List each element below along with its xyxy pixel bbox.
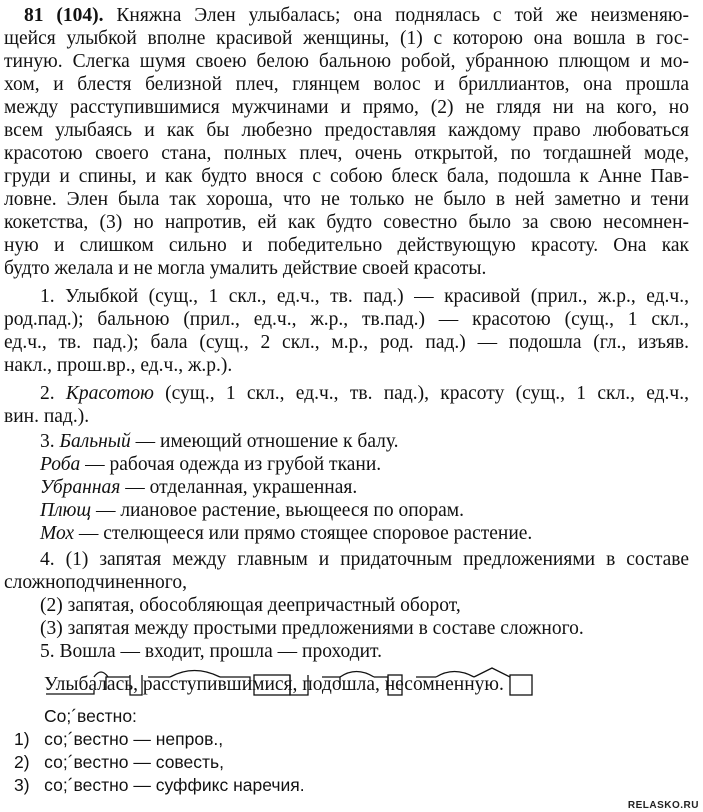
root-arc bbox=[340, 672, 374, 678]
paragraph-line: тиную. Слегка шумя своею белою бальною робой, убранною плющом и мо- bbox=[4, 51, 689, 72]
paragraph-line: всем улыбаясь и как бы любезно предоставляя каждому право любоваться bbox=[4, 120, 689, 141]
paragraph-line: кокетства, (3) но напротив, ей как будто совестно было за свою несомнен- bbox=[4, 212, 689, 233]
task2-line: вин. пад.). bbox=[4, 406, 90, 427]
task4-line: 4. (1) запятая между главным и придаточным предложениями в составе bbox=[40, 549, 689, 570]
task4-line: (2) запятая, обособляющая деепричастный оборот, bbox=[40, 595, 461, 616]
paragraph-line-1: 81 (104). Княжна Элен улыбалась; она поднялась с той же неизменяю- bbox=[24, 5, 689, 26]
paragraph-line: красотою своего стана, полных плеч, очень открытой, по тогдашней моде, bbox=[4, 143, 689, 164]
task3-entry: Убранная — отделанная, украшенная. bbox=[40, 477, 358, 498]
postfix-mark bbox=[130, 675, 142, 695]
root-arc bbox=[94, 672, 108, 677]
morpheme-marks bbox=[44, 665, 564, 701]
suffix-mark bbox=[474, 668, 510, 677]
root-arc bbox=[436, 672, 474, 678]
suffix-mark bbox=[106, 677, 130, 690]
task3-entry: 3. Бальный — имеющий отношение к балу. bbox=[40, 431, 399, 452]
paragraph-line: хом, и блестя белизной плеч, глянцем волос и бриллиантов, она прошла bbox=[4, 74, 689, 95]
task2-line: 2. Красотою (сущ., 1 скл., ед.ч., тв. пад.), красоту (сущ., 1 скл., ед.ч., bbox=[40, 383, 689, 404]
ending-box bbox=[388, 675, 402, 695]
morpheme-words: Улыбалась, расступившимися, подошла, несомненную. bbox=[44, 674, 504, 695]
sovestno-item: 2) со;´вестно — совесть, bbox=[14, 752, 225, 772]
task5-line: 5. Вошла — входит, прошла — проходит. bbox=[40, 641, 382, 662]
task1-line: род.пад.); бальною (прил., ед.ч., ж.р., тв.пад.) — красотою (сущ., 1 скл., bbox=[4, 309, 689, 330]
task1-line: 1. Улыбкой (сущ., 1 скл., ед.ч., тв. пад.) — красивой (прил., ж.р., ед.ч., bbox=[40, 286, 689, 307]
task3-entry: Плющ — лиановое растение, вьющееся по опорам. bbox=[40, 500, 465, 521]
sovestno-item: 3) со;´вестно — суффикс наречия. bbox=[14, 775, 305, 795]
root-arc bbox=[170, 671, 220, 678]
task2-word: Красотою bbox=[65, 383, 154, 404]
task3-entry: Роба — рабочая одежда из грубой ткани. bbox=[40, 454, 382, 475]
ending-box bbox=[254, 675, 290, 695]
exercise-number: 81 (104). bbox=[24, 5, 104, 26]
postfix-mark bbox=[290, 675, 308, 695]
watermark: RELASKO.RU bbox=[627, 800, 699, 811]
root-mark-underline bbox=[46, 690, 94, 694]
paragraph-line: груди и спины, и как будто внося с собою блеск бала, подошла к Анне Пав- bbox=[4, 166, 689, 187]
ending-box bbox=[510, 675, 532, 695]
sovestno-title: Со;´вестно: bbox=[44, 706, 137, 726]
task1-line: ед.ч., тв. пад.); бала (сущ., 2 скл., м.р., род. пад.) — подошла (гл., изъяв. bbox=[4, 332, 689, 353]
prefix-mark bbox=[322, 677, 340, 685]
task4-line: сложноподчиненного, bbox=[4, 572, 187, 593]
task3-entry: Мох — стелющееся или прямо стоящее споровое растение. bbox=[40, 523, 533, 544]
task4-line: (3) запятая между простыми предложениями в составе сложного. bbox=[40, 618, 584, 639]
paragraph-line: щейся улыбкой вполне красивой женщины, (1) с которою она вошла в гос- bbox=[4, 28, 689, 49]
sovestno-item: 1) со;´вестно — непров., bbox=[14, 729, 224, 749]
paragraph-line: между расступившимися мужчинами и прямо, (2) не глядя ни на кого, но bbox=[4, 97, 689, 118]
task1-line: накл., прош.вр., ед.ч., ж.р.). bbox=[4, 355, 233, 376]
paragraph-line: ную и слишком сильно и победительно действующую красоту. Она как bbox=[4, 235, 689, 256]
paragraph-line: ловне. Элен была так хороша, что не только не было в ней заметно и тени bbox=[4, 189, 689, 210]
paragraph-line-last: будто желала и не могла умалить действие своей красоты. bbox=[4, 258, 487, 279]
suffix-mark bbox=[374, 677, 388, 687]
suffix-mark bbox=[220, 677, 250, 689]
morpheme-analysis bbox=[44, 665, 564, 701]
